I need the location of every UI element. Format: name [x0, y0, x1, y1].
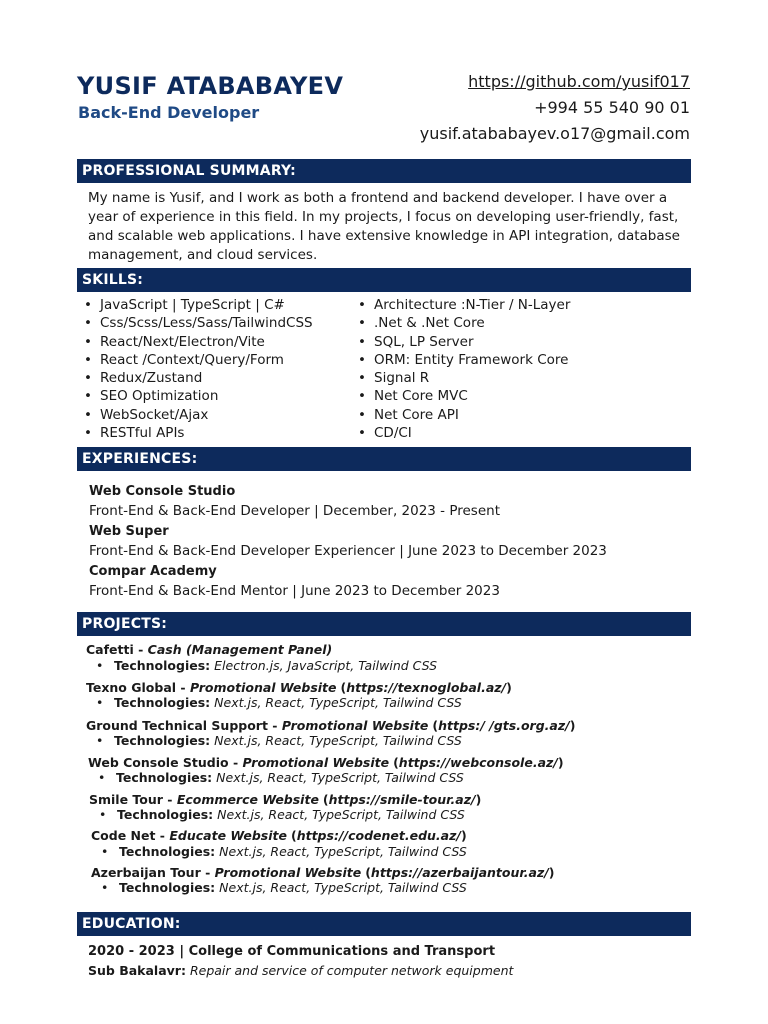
email-address: yusif.atababayev.o17@gmail.com: [419, 124, 690, 143]
skill-item: • Net Core API: [354, 406, 570, 424]
technologies-label: Technologies:: [117, 807, 214, 822]
education-heading: EDUCATION:: [77, 912, 691, 936]
project-name: Cafetti: [86, 642, 134, 657]
experiences-heading: EXPERIENCES:: [77, 447, 691, 471]
project-name: Code Net: [91, 828, 156, 843]
project-name: Texno Global: [86, 680, 177, 695]
project-title: Code Net - Educate Website (https://codenet.edu.az/): [91, 828, 467, 843]
project-url[interactable]: https://smile-tour.az/: [328, 792, 476, 807]
candidate-name: YUSIF ATABABAYEV: [77, 72, 344, 100]
project-url[interactable]: https://azerbaijantour.az/: [370, 865, 549, 880]
technologies-value: Next.js, React, TypeScript, Tailwind CSS: [219, 844, 467, 859]
skill-item: • Signal R: [354, 369, 570, 387]
project-technologies: • Technologies: Next.js, React, TypeScript, Tailwind CSS: [101, 880, 467, 895]
project-type: Promotional Website: [214, 865, 362, 880]
project-name: Smile Tour: [89, 792, 163, 807]
skill-item: • CD/CI: [354, 424, 570, 442]
experience-detail: Front-End & Back-End Developer | December, 2023 - Present: [89, 503, 500, 519]
technologies-value: Next.js, React, TypeScript, Tailwind CSS: [216, 770, 464, 785]
experience-detail: Front-End & Back-End Developer Experiencer | June 2023 to December 2023: [89, 543, 607, 559]
technologies-value: Next.js, React, TypeScript, Tailwind CSS: [214, 695, 462, 710]
project-url[interactable]: https://codenet.edu.az/: [296, 828, 461, 843]
skill-item: • .Net & .Net Core: [354, 314, 570, 332]
skills-heading: SKILLS:: [77, 268, 691, 292]
project-url[interactable]: https://texnoglobal.az/: [346, 680, 507, 695]
technologies-value: Next.js, React, TypeScript, Tailwind CSS: [219, 880, 467, 895]
project-title: Ground Technical Support - Promotional Website (https:/ /gts.org.az/): [86, 718, 576, 733]
skills-list-left: [80, 296, 313, 442]
project-technologies: • Technologies: Next.js, React, TypeScript, Tailwind CSS: [96, 733, 462, 748]
technologies-label: Technologies:: [119, 880, 216, 895]
skill-item: • React /Context/Query/Form: [80, 351, 313, 369]
skill-item: • JavaScript | TypeScript | C#: [80, 296, 313, 314]
technologies-label: Technologies:: [114, 733, 211, 748]
technologies-value: Electron.js, JavaScript, Tailwind CSS: [214, 658, 438, 673]
project-url[interactable]: https://webconsole.az/: [398, 755, 558, 770]
summary-text: My name is Yusif, and I work as both a frontend and backend developer. I have over a year of experience in this field. In my projects, I focus on developing user-friendly, fast, and scalable web applications. I have extensive knowledge in API integration, database management, and cloud services.: [88, 190, 680, 263]
project-title: Smile Tour - Ecommerce Website (https://smile-tour.az/): [89, 792, 482, 807]
phone-number: +994 55 540 90 01: [534, 98, 690, 117]
project-type: Promotional Website: [189, 680, 337, 695]
project-name: Ground Technical Support: [86, 718, 268, 733]
skill-item: • Net Core MVC: [354, 387, 570, 405]
project-technologies: • Technologies: Next.js, React, TypeScript, Tailwind CSS: [101, 844, 467, 859]
project-title: Texno Global - Promotional Website (https://texnoglobal.az/): [86, 680, 512, 695]
candidate-role: Back-End Developer: [78, 103, 260, 122]
summary-heading: PROFESSIONAL SUMMARY:: [77, 159, 691, 183]
project-type: Ecommerce Website: [176, 792, 319, 807]
skill-item: • Css/Scss/Less/Sass/TailwindCSS: [80, 314, 313, 332]
experience-detail: Front-End & Back-End Mentor | June 2023 to December 2023: [89, 583, 500, 599]
technologies-value: Next.js, React, TypeScript, Tailwind CSS: [217, 807, 465, 822]
skill-item: • SEO Optimization: [80, 387, 313, 405]
project-technologies: • Technologies: Next.js, React, TypeScript, Tailwind CSS: [99, 807, 465, 822]
experience-company: Web Console Studio: [89, 484, 236, 499]
experience-company: Web Super: [89, 524, 169, 539]
project-name: Web Console Studio: [88, 755, 229, 770]
skill-item: • Redux/Zustand: [80, 369, 313, 387]
project-name: Azerbaijan Tour: [91, 865, 201, 880]
github-link[interactable]: https://github.com/yusif017: [468, 72, 690, 91]
skill-item: • WebSocket/Ajax: [80, 406, 313, 424]
skill-item: • RESTful APIs: [80, 424, 313, 442]
technologies-label: Technologies:: [116, 770, 213, 785]
skill-item: • ORM: Entity Framework Core: [354, 351, 570, 369]
skill-item: • SQL, LP Server: [354, 333, 570, 351]
project-type: Promotional Website: [242, 755, 390, 770]
projects-heading: PROJECTS:: [77, 612, 691, 636]
skills-list-right: [354, 296, 570, 442]
project-title: Web Console Studio - Promotional Website (https://webconsole.az/): [88, 755, 564, 770]
experience-company: Compar Academy: [89, 564, 217, 579]
project-type: Educate Website: [169, 828, 287, 843]
education-degree: [88, 963, 513, 978]
technologies-label: Technologies:: [119, 844, 216, 859]
skill-item: • Architecture :N-Tier / N-Layer: [354, 296, 570, 314]
degree-value: Repair and service of computer network equipment: [189, 963, 514, 978]
technologies-value: Next.js, React, TypeScript, Tailwind CSS: [214, 733, 462, 748]
degree-label: Sub Bakalavr:: [88, 963, 186, 978]
technologies-label: Technologies:: [114, 695, 211, 710]
education-institution: 2020 - 2023 | College of Communications and Transport: [88, 944, 496, 959]
project-technologies: • Technologies: Electron.js, JavaScript, Tailwind CSS: [96, 658, 438, 673]
skill-item: • React/Next/Electron/Vite: [80, 333, 313, 351]
project-title: Cafetti - Cash (Management Panel): [86, 642, 333, 657]
project-url[interactable]: https:/ /gts.org.az/: [438, 718, 570, 733]
project-technologies: • Technologies: Next.js, React, TypeScript, Tailwind CSS: [96, 695, 462, 710]
project-technologies: • Technologies: Next.js, React, TypeScript, Tailwind CSS: [98, 770, 464, 785]
project-title: Azerbaijan Tour - Promotional Website (https://azerbaijantour.az/): [91, 865, 555, 880]
project-type: Cash (Management Panel): [147, 642, 333, 657]
technologies-label: Technologies:: [114, 658, 211, 673]
project-type: Promotional Website: [281, 718, 429, 733]
